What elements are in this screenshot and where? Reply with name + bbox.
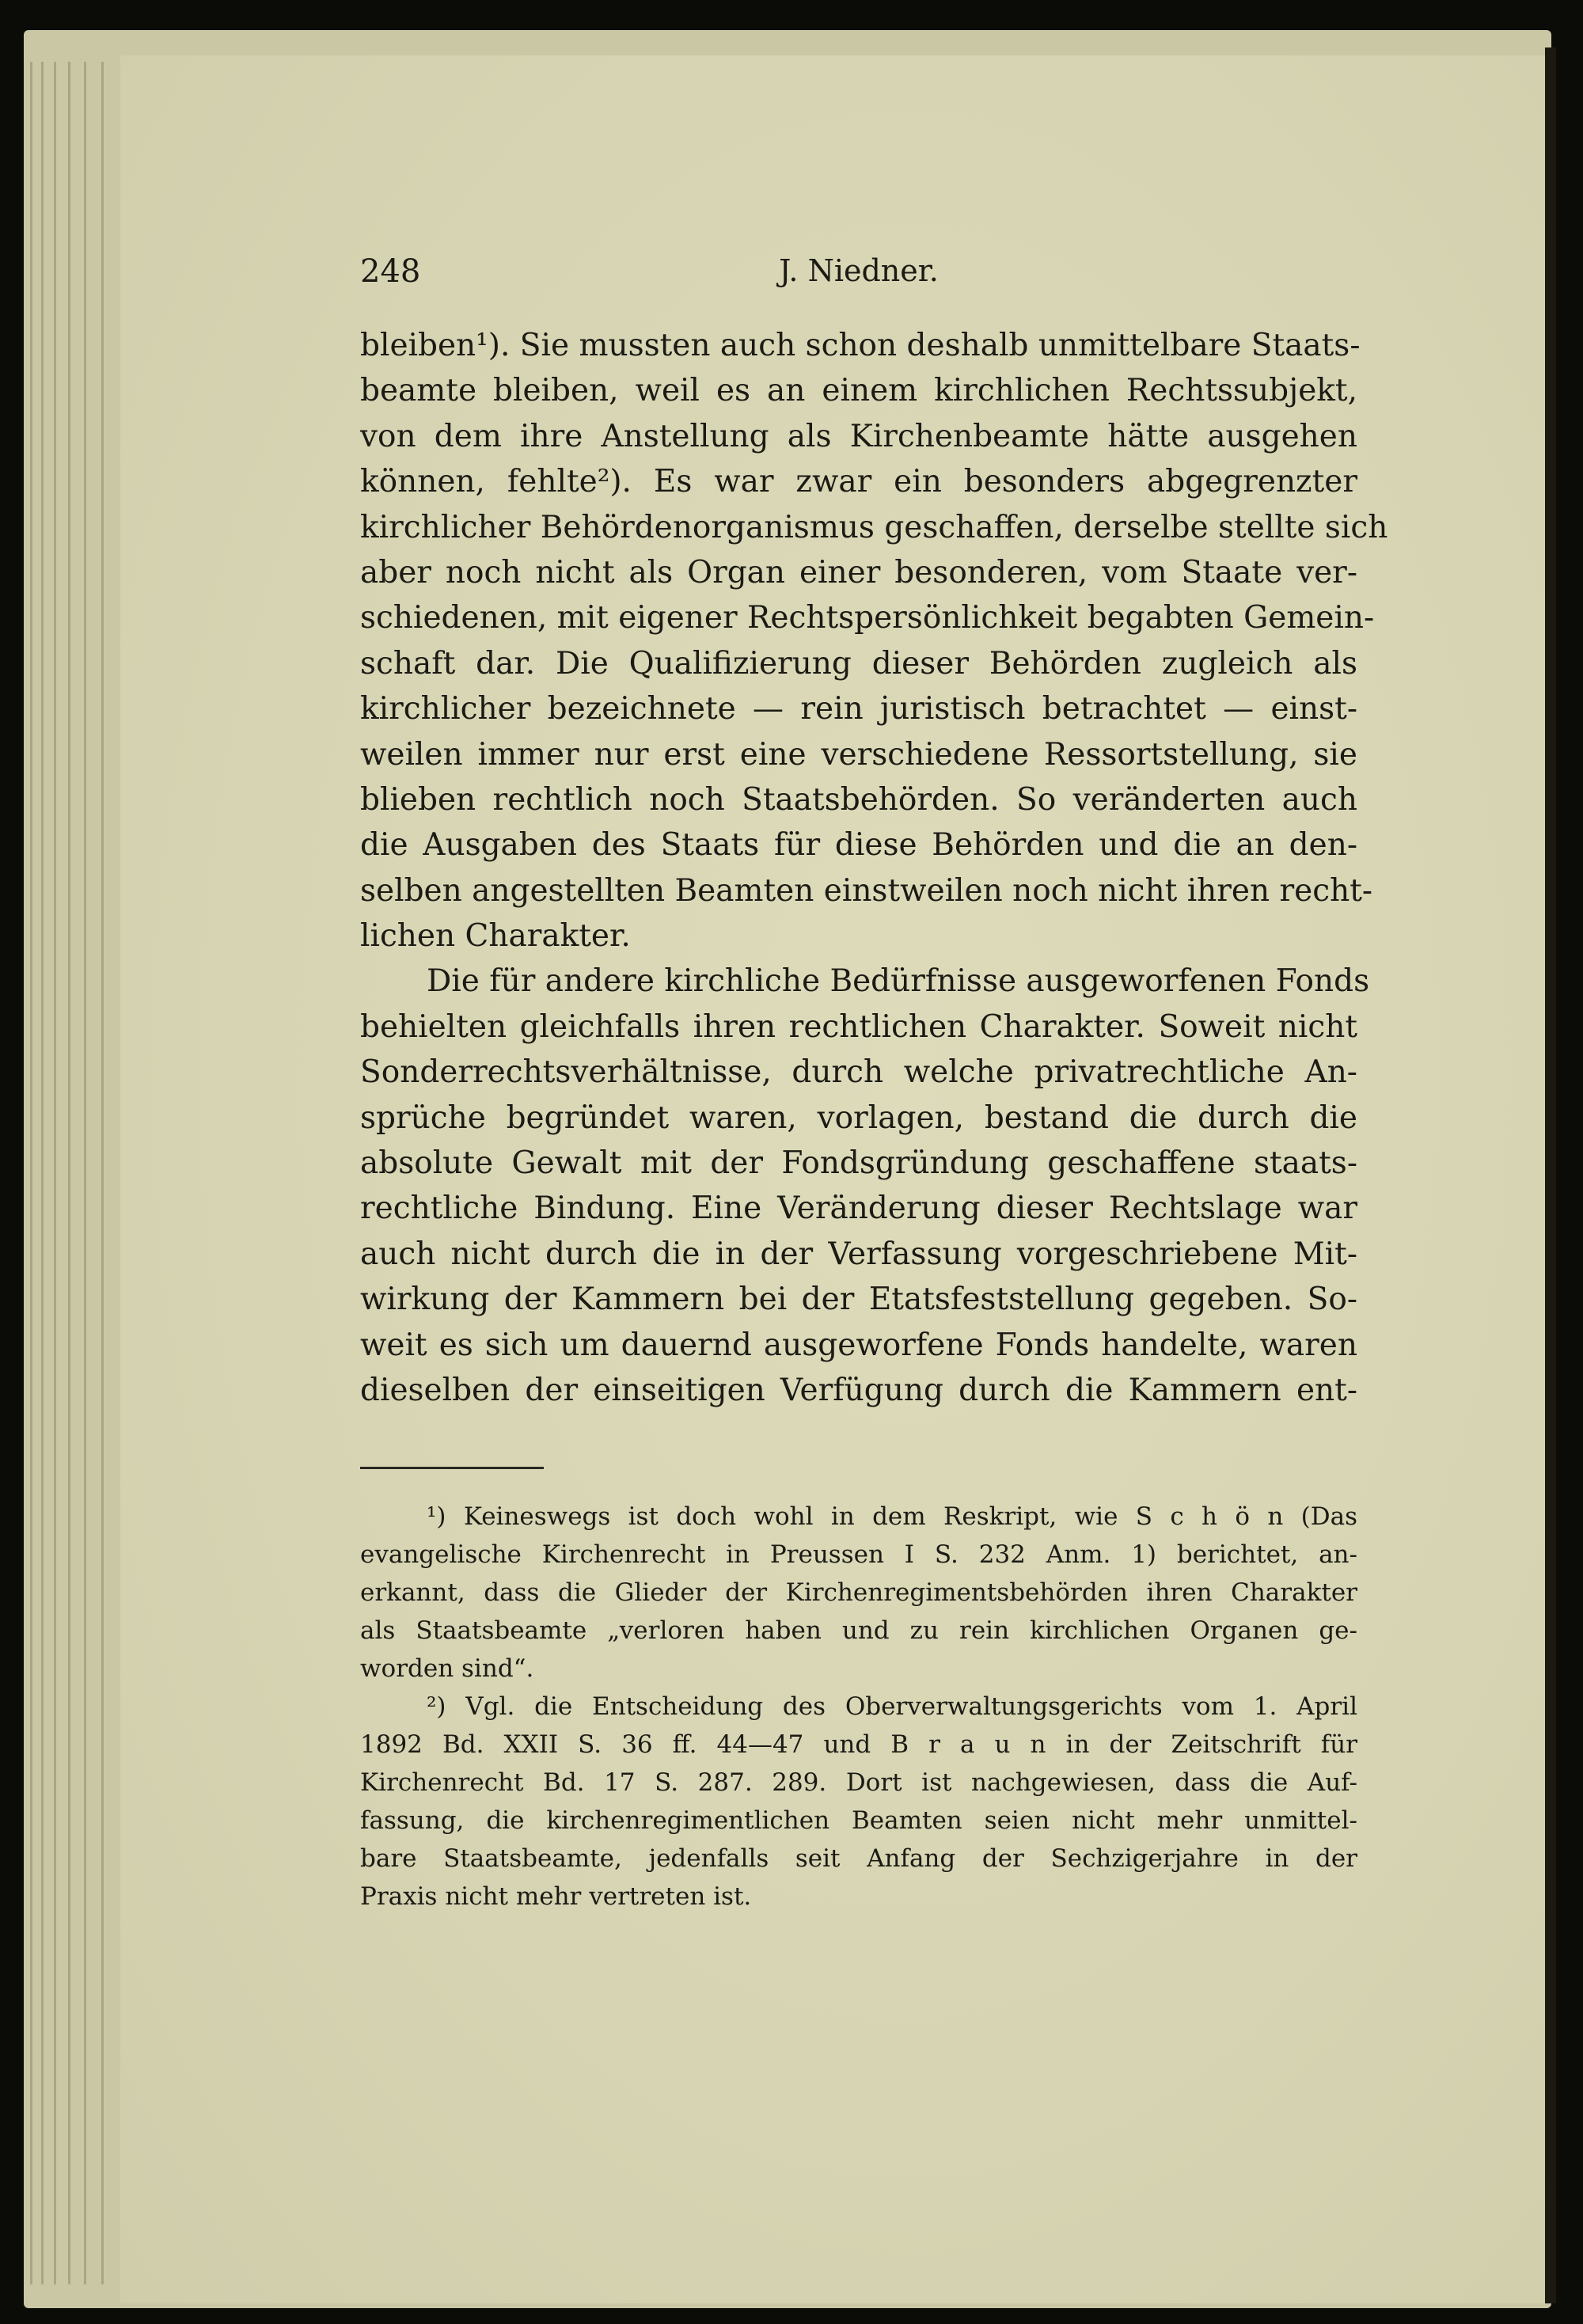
page-edge-line [41, 62, 44, 2284]
text-line: von dem ihre Anstellung als Kirchenbeamte hätte ausgehen [360, 418, 1357, 454]
text-line: weit es sich um dauernd ausgeworfene Fonds handelte, waren [360, 1327, 1357, 1363]
text-line: kirchlicher bezeichnete — rein juristisch betrachtet — einst- [360, 691, 1357, 727]
footnote-line: 1892 Bd. XXII S. 36 ff. 44—47 und B r a u n in der Zeitschrift für [360, 1730, 1357, 1759]
footnote-line: fassung, die kirchenregimentlichen Beamten seien nicht mehr unmittel- [360, 1806, 1357, 1835]
text-line: kirchlicher Behördenorganismus geschaffen, derselbe stellte sich [360, 509, 1388, 545]
text-line: auch nicht durch die in der Verfassung vorgeschriebene Mit- [360, 1236, 1357, 1272]
paragraph-end-line: lichen Charakter. [360, 918, 631, 955]
text-line: bleiben¹). Sie mussten auch schon deshalb unmittelbare Staats- [360, 328, 1361, 363]
page-edge-line [101, 62, 104, 2284]
text-line: können, fehlte²). Es war zwar ein besonders abgegrenzter [360, 464, 1357, 500]
text-line: dieselben der einseitigen Verfügung durch die Kammern ent- [360, 1372, 1357, 1408]
footnote-line: ¹) Keineswegs ist doch wohl in dem Reskript, wie S c h ö n (Das [427, 1502, 1357, 1531]
text-line: die Ausgaben des Staats für diese Behörden und die an den- [360, 827, 1357, 864]
text-line: selben angestellten Beamten einstweilen noch nicht ihren recht- [360, 872, 1373, 909]
text-line: schaft dar. Die Qualifizierung dieser Behörden zugleich als [360, 645, 1357, 682]
footnote-line: Kirchenrecht Bd. 17 S. 287. 289. Dort ist nachgewiesen, dass die Auf- [360, 1768, 1357, 1797]
text-line: wirkung der Kammern bei der Etatsfeststellung gegeben. So- [360, 1282, 1357, 1318]
footnote-line: ²) Vgl. die Entscheidung des Oberverwaltungsgerichts vom 1. April [427, 1692, 1357, 1721]
footnote-line: bare Staatsbeamte, jedenfalls seit Anfang der Sechzigerjahre in der [360, 1844, 1357, 1873]
page-edge-line [54, 62, 56, 2284]
footnote-line: erkannt, dass die Glieder der Kirchenregimentsbehörden ihren Charakter [360, 1578, 1357, 1607]
page-header [360, 253, 1357, 301]
footnote-line: als Staatsbeamte „verloren haben und zu rein kirchlichen Organen ge- [360, 1616, 1357, 1645]
footnote-separator [360, 1467, 544, 1469]
text-line: aber noch nicht als Organ einer besonderen, vom Staate ver- [360, 554, 1357, 590]
footnote-line: Praxis nicht mehr vertreten ist. [360, 1882, 752, 1911]
footnote-line: evangelische Kirchenrecht in Preussen I S. 232 Anm. 1) berichtet, an- [360, 1540, 1357, 1569]
text-line: schiedenen, mit eigener Rechtspersönlichkeit begabten Gemein- [360, 600, 1375, 636]
page-edge-line [30, 62, 32, 2284]
text-line: sprüche begründet waren, vorlagen, bestand die durch die [360, 1099, 1357, 1136]
page-edge-line [68, 62, 70, 2284]
page-number: 248 [360, 253, 421, 290]
page-edge-line [84, 62, 86, 2284]
text-line: behielten gleichfalls ihren rechtlichen Charakter. Soweit nicht [360, 1008, 1357, 1045]
text-line: absolute Gewalt mit der Fondsgründung geschaffene staats- [360, 1145, 1357, 1182]
text-line: Sonderrechtsverhältnisse, durch welche privatrechtliche An- [360, 1054, 1357, 1091]
footnotes [360, 1498, 1357, 1916]
book-gutter-shadow [1545, 47, 1556, 2303]
body-text [360, 323, 1388, 1413]
paragraph-start-line: Die für andere kirchliche Bedürfnisse ausgeworfenen Fonds [427, 963, 1370, 1000]
text-line: weilen immer nur erst eine verschiedene Ressortstellung, sie [360, 736, 1357, 773]
footnote-line: worden sind“. [360, 1654, 534, 1683]
running-title: J. Niedner. [779, 253, 939, 288]
text-line: blieben rechtlich noch Staatsbehörden. So veränderten auch [360, 781, 1357, 818]
text-line: rechtliche Bindung. Eine Veränderung dieser Rechtslage war [360, 1190, 1357, 1227]
text-line: beamte bleiben, weil es an einem kirchlichen Rechtssubjekt, [360, 373, 1357, 409]
